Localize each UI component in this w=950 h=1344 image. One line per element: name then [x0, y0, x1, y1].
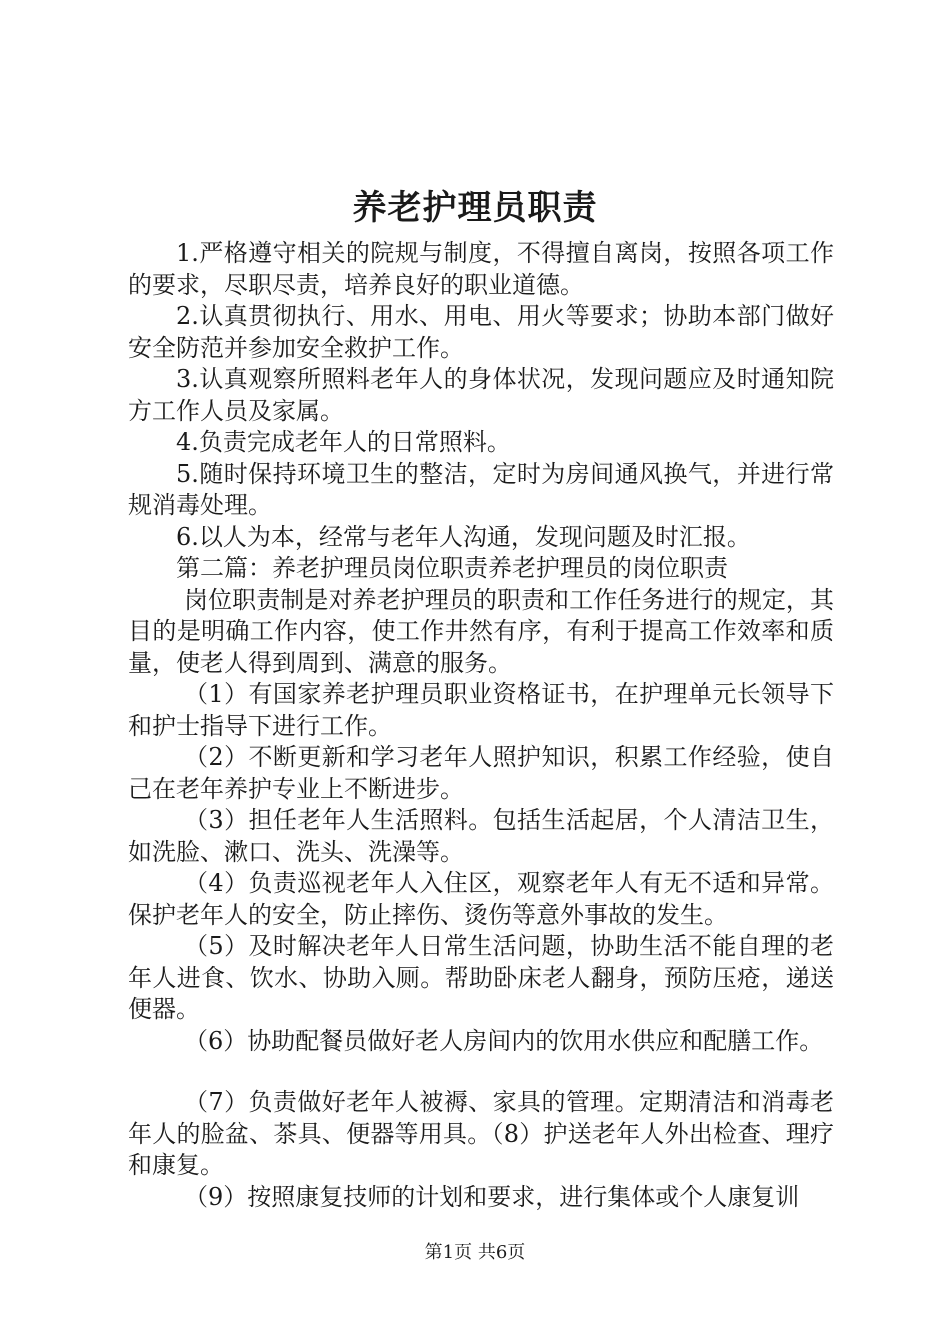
paragraph-2: 2.认真贯彻执行、用水、用电、用火等要求；协助本部门做好安全防范并参加安全救护工作。: [128, 302, 834, 362]
duty-item-4: （4）负责巡视老年人入住区，观察老年人有无不适和异常。保护老年人的安全，防止摔伤、烫伤等意外事故的发生。: [128, 869, 834, 929]
paragraph-4: 4.负责完成老年人的日常照料。: [176, 428, 511, 456]
paragraph-intro: 岗位职责制是对养老护理员的职责和工作任务进行的规定，其目的是明确工作内容，使工作井然有序，有利于提高工作效率和质量，使老人得到周到、满意的服务。: [128, 585, 834, 677]
duty-item-1: （1）有国家养老护理员职业资格证书，在护理单元长领导下和护士指导下进行工作。: [128, 680, 834, 740]
paragraph-5: 5.随时保持环境卫生的整洁，定时为房间通风换气，并进行常规消毒处理。: [128, 459, 834, 519]
document-body: [128, 238, 834, 1213]
paragraph-6: 6.以人为本，经常与老年人沟通，发现问题及时汇报。: [176, 522, 751, 551]
document-title: 养老护理员职责: [352, 188, 598, 228]
duty-item-2: （2）不断更新和学习老年人照护知识，积累工作经验，使自己在老年养护专业上不断进步。: [128, 743, 834, 803]
paragraph-1: 1.严格遵守相关的院规与制度，不得擅自离岗，按照各项工作的要求，尽职尽责，培养良好的职业道德。: [128, 239, 834, 299]
duty-item-5: （5）及时解决老年人日常生活问题，协助生活不能自理的老年人进食、饮水、协助入厕。帮助卧床老人翻身，预防压疮，递送便器。: [128, 932, 834, 1023]
paragraph-3: 3.认真观察所照料老年人的身体状况，发现问题应及时通知院方工作人员及家属。: [128, 365, 834, 425]
page-number-footer: 第1页 共6页: [424, 1242, 526, 1263]
duty-item-3: （3）担任老年人生活照料。包括生活起居，个人清洁卫生，如洗脸、漱口、洗头、洗澡等。: [128, 806, 834, 866]
duty-item-6: （6）协助配餐员做好老人房间内的饮用水供应和配膳工作。: [184, 1026, 824, 1055]
duty-item-9: （9）按照康复技师的计划和要求，进行集体或个人康复训: [184, 1182, 800, 1211]
duty-item-7-8: （7）负责做好老年人被褥、家具的管理。定期清洁和消毒老年人的脸盆、茶具、便器等用具。（8）护送老年人外出检查、理疗和康复。: [128, 1088, 834, 1179]
section-heading-2: 第二篇：养老护理员岗位职责养老护理员的岗位职责: [176, 554, 728, 582]
